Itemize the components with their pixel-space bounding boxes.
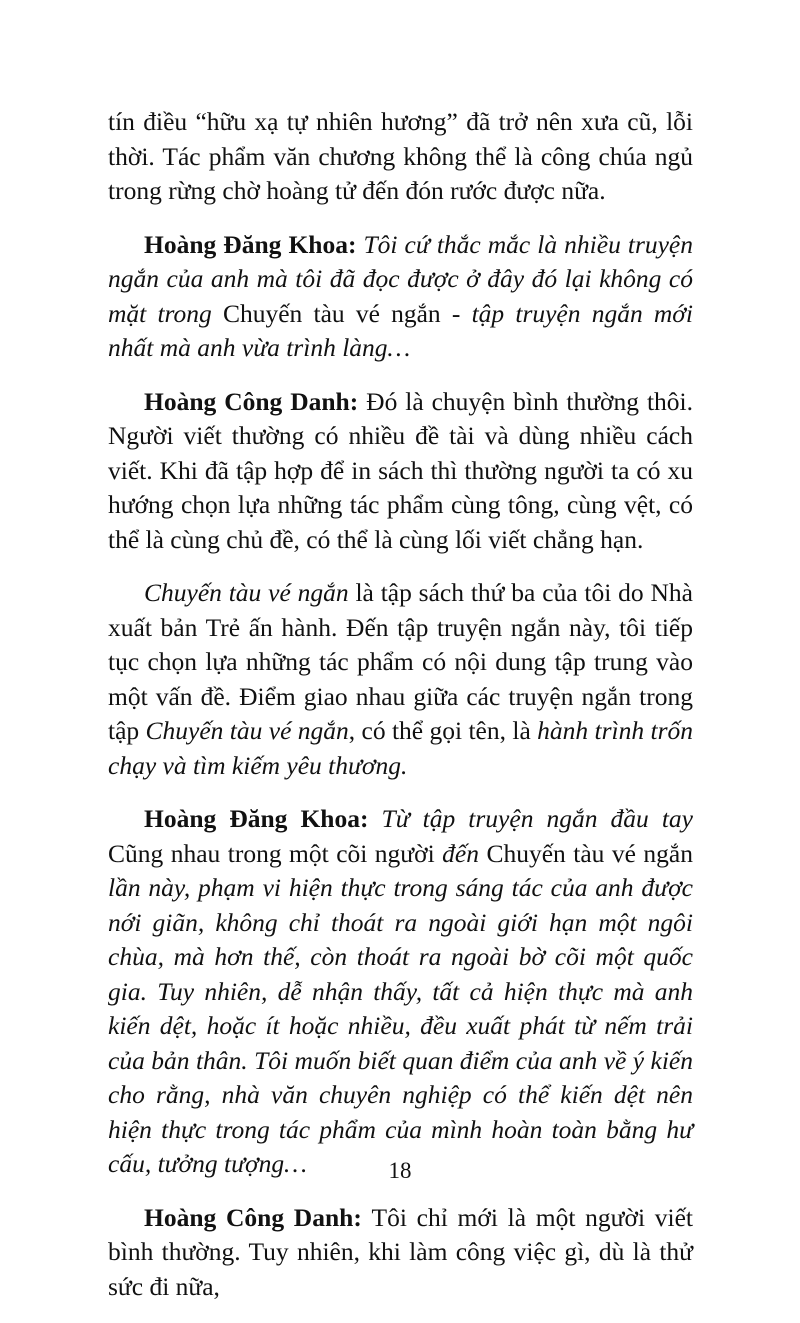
question-text: lần này, phạm vi hiện thực trong sáng tác của anh được nới giãn, không chỉ thoát ra ngoài giới hạn một ngôi chùa, mà hơn thế, còn thoát ra ngoài bờ cõi một quốc gia. Tuy nhiên, dễ nhận thấy, tất cả hiện thực mà anh kiến dệt, hoặc ít hoặc nhiều, đều xuất phát từ nếm trải của bản thân. Tôi muốn biết quan điểm của anh về ý kiến cho rằng, nhà văn chuyên nghiệp có thể kiến dệt nên hiện thực trong tác phẩm của mình hoàn toàn bằng hư cấu, tưởng tượng…: [108, 873, 693, 1178]
speaker-name: Hoàng Công Danh:: [144, 1202, 372, 1232]
answer-text: là tập sách thứ ba của tôi do Nhà xuất bản Trẻ ấn hành. Đến tập truyện ngắn này, tôi tiếp tục chọn lựa những tác phẩm có nội dung tập trung vào một vấn đề. Điểm giao nhau giữa các truyện ngắn trong tập: [108, 578, 693, 745]
answer-text: Tôi chỉ mới là một người viết bình thường. Tuy nhiên, khi làm công việc gì, dù là thử sức đi nữa,: [108, 1202, 693, 1301]
page-number: 18: [388, 1158, 412, 1183]
book-title: Cũng nhau trong một cõi người: [108, 838, 435, 868]
text-run: tín điều “hữu xạ tự nhiên hương” đã trở nên xưa cũ, lỗi thời. Tác phẩm văn chương không thể là công chúa ngủ trong rừng chờ hoàng tử đến đón rước được nữa.: [108, 107, 693, 205]
book-title: Chuyến tàu vé ngắn: [222, 298, 441, 328]
speaker-name: Hoàng Công Danh:: [144, 386, 367, 416]
speaker-name: Hoàng Đăng Khoa:: [144, 804, 382, 833]
body-text: [108, 105, 693, 1323]
question-text: Từ tập truyện ngắn đầu tay: [381, 804, 693, 833]
paragraph-2: [108, 228, 693, 366]
paragraph-1: [108, 105, 693, 209]
answer-text: Đó là chuyện bình thường thôi. Người viết thường có nhiều đề tài và dùng nhiều cách viết. Khi đã tập hợp để in sách thì thường người ta có xu hướng chọn lựa những tác phẩm cùng tông, cùng vệt, có thể là cùng chủ đề, có thể là cùng lối viết chẳng hạn.: [108, 386, 693, 554]
paragraph-3: [108, 385, 693, 558]
book-title: Chuyến tàu vé ngắn: [486, 838, 693, 868]
paragraph-5: [108, 802, 693, 1182]
paragraph-6: [108, 1201, 693, 1305]
answer-text: , có thể gọi tên, là: [348, 716, 538, 745]
paragraph-4: [108, 576, 693, 783]
theme-text: hành trình trốn chạy và tìm kiếm yêu thương.: [108, 716, 694, 780]
book-title: Chuyến tàu vé ngắn: [145, 716, 349, 745]
book-title: Chuyến tàu vé ngắn: [144, 578, 349, 607]
question-text: - tập truyện ngắn mới nhất mà anh vừa trình làng…: [108, 298, 694, 362]
question-text: đến: [434, 838, 487, 868]
question-text: Tôi cứ thắc mắc là nhiều truyện ngắn của anh mà tôi đã đọc được ở đây đó lại không có mặt trong: [108, 229, 694, 328]
speaker-name: Hoàng Đăng Khoa:: [144, 229, 364, 259]
